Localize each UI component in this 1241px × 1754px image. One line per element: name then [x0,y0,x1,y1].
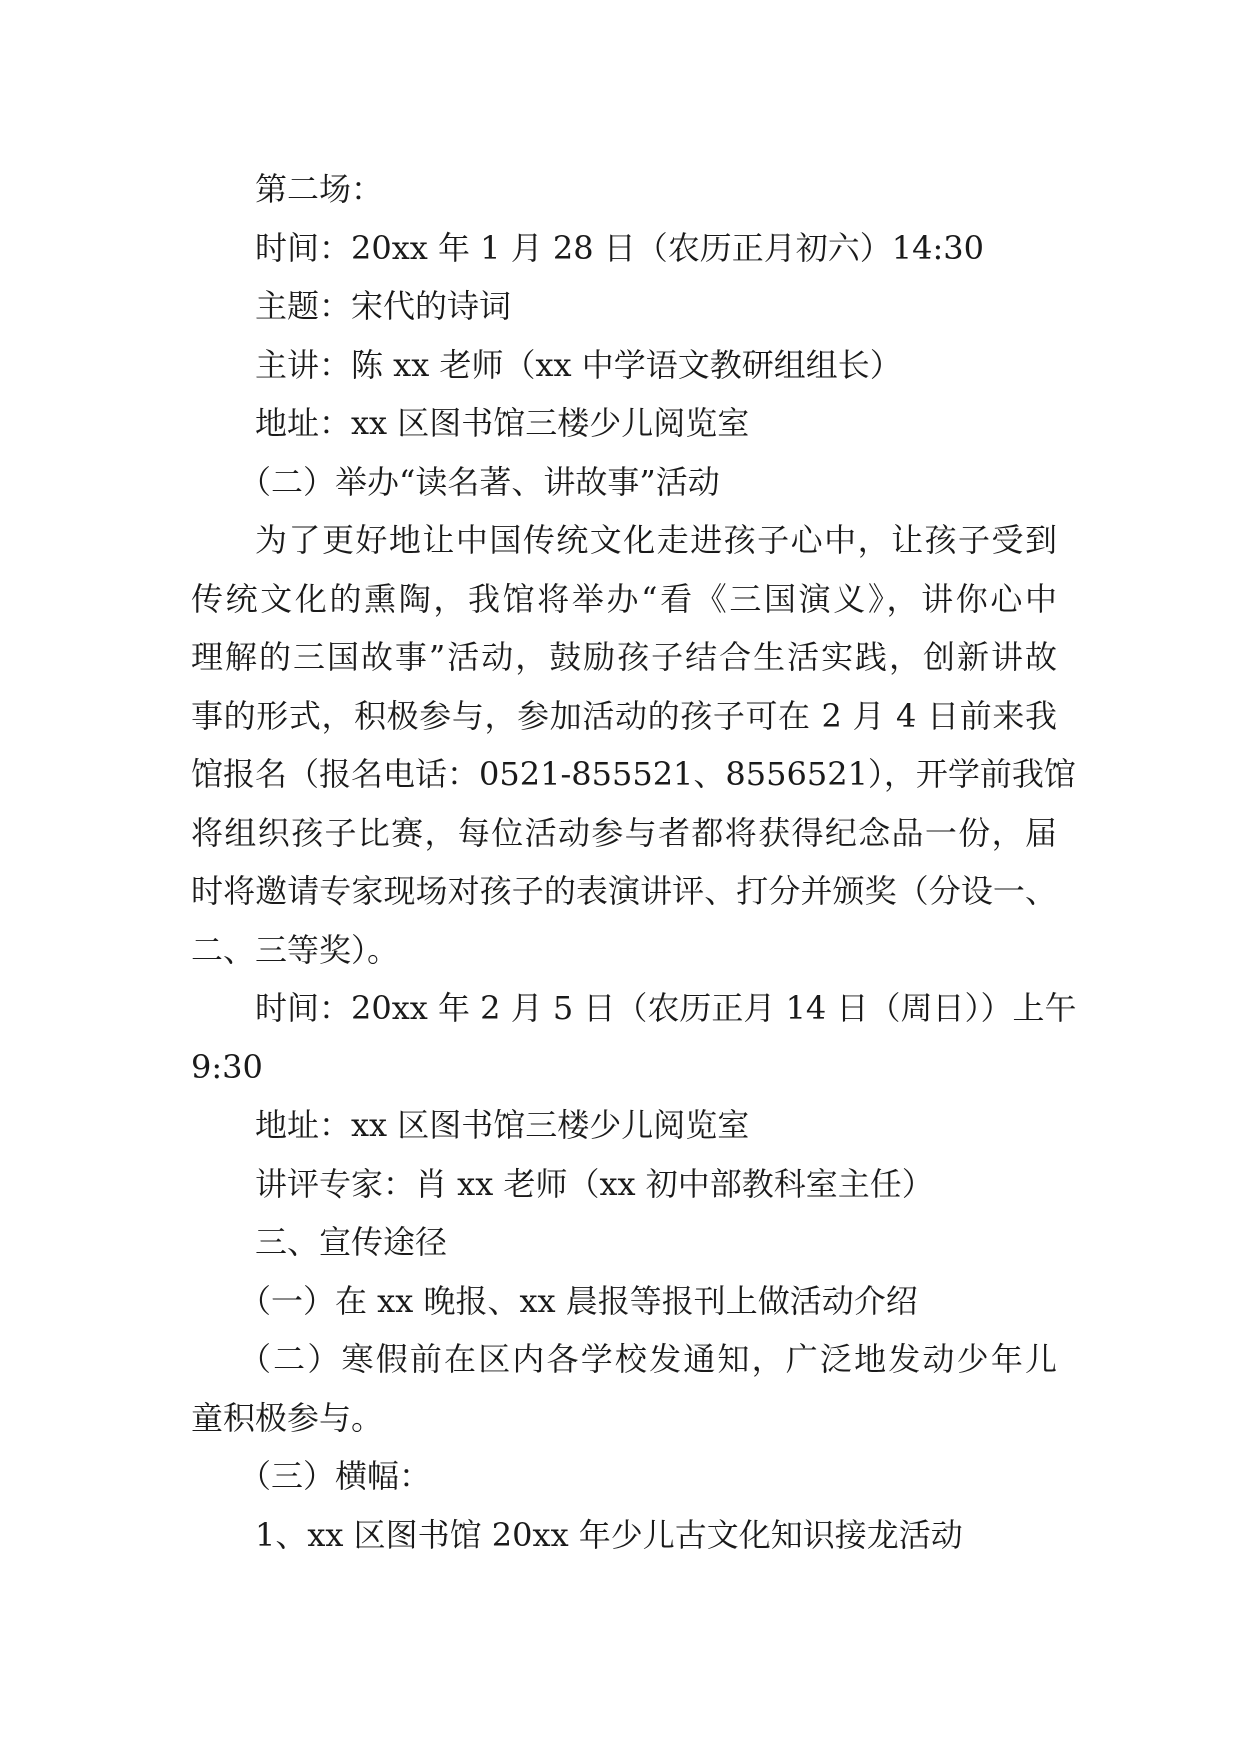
paragraph-line: 为了更好地让中国传统文化走进孩子心中，让孩子受到 [255,521,1057,559]
section-heading-storytelling: （二）举办“读名著、讲故事”活动 [239,462,720,501]
session-topic: 主题：宋代的诗词 [255,287,512,325]
paragraph-line: 将组织孩子比赛，每位活动参与者都将获得纪念品一份，届 [191,813,1057,852]
session-address: 地址：xx 区图书馆三楼少儿阅览室 [255,404,750,442]
document-body [191,160,1077,1564]
event-time: 时间：20xx 年 2 月 5 日（农历正月 14 日（周日））上午 [255,989,1077,1027]
paragraph-line: 时将邀请专家现场对孩子的表演讲评、打分并颁奖（分设一、 [191,872,1057,910]
paragraph-line: 馆报名（报名电话：0521-855521、8556521），开学前我馆 [191,755,1076,793]
publicity-item: （一）在 xx 晚报、xx 晨报等报刊上做活动介绍 [239,1281,918,1320]
paragraph-line: 事的形式，积极参与，参加活动的孩子可在 2 月 4 日前来我 [191,696,1057,735]
event-address: 地址：xx 区图书馆三楼少儿阅览室 [255,1106,750,1144]
event-judge: 讲评专家：肖 xx 老师（xx 初中部教科室主任） [255,1164,934,1203]
paragraph-line: 理解的三国故事”活动，鼓励孩子结合生活实践，创新讲故 [191,638,1057,676]
banner-item: 1、xx 区图书馆 20xx 年少儿古文化知识接龙活动 [255,1515,963,1554]
publicity-item: （三）横幅： [239,1457,432,1495]
publicity-item-continued: 童积极参与。 [191,1398,384,1437]
paragraph-line: 二、三等奖）。 [191,930,400,969]
event-time-continued: 9:30 [191,1047,263,1086]
session-heading: 第二场： [255,170,384,208]
paragraph-line: 传统文化的熏陶，我馆将举办“看《三国演义》，讲你心中 [191,579,1057,618]
session-time: 时间：20xx 年 1 月 28 日（农历正月初六）14:30 [255,228,984,267]
session-speaker: 主讲：陈 xx 老师（xx 中学语文教研组组长） [255,345,902,384]
publicity-item: （二）寒假前在区内各学校发通知，广泛地发动少年儿 [239,1340,1057,1378]
section-heading-publicity: 三、宣传途径 [255,1223,448,1261]
